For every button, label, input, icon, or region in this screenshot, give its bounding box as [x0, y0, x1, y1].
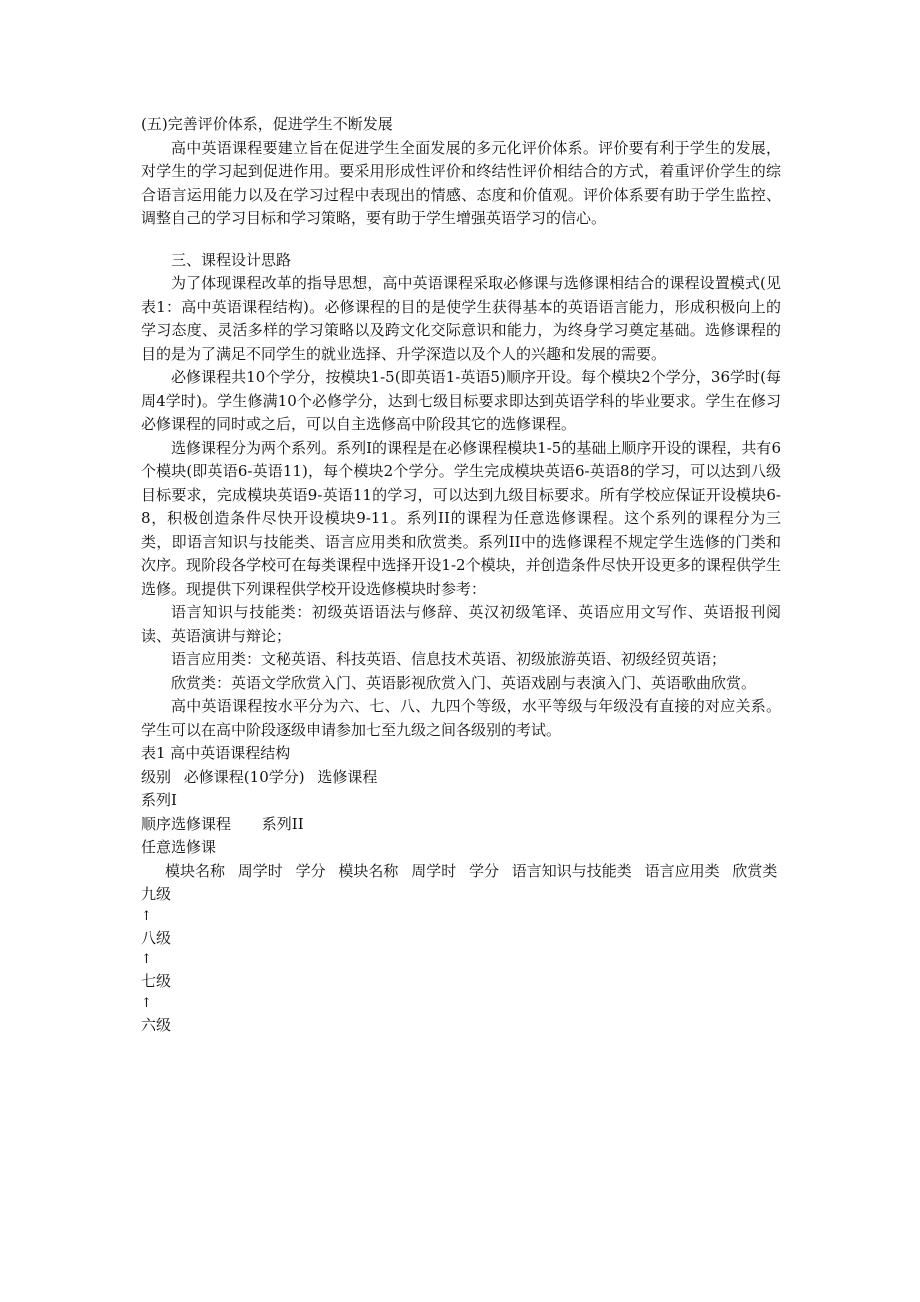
header-series-2: 系列II [261, 814, 304, 833]
level-six: 六级 [141, 1015, 172, 1034]
table-columns-row [141, 860, 781, 884]
column-appreciation: 欣赏类 [732, 861, 778, 880]
paragraph-levels: 高中英语课程按水平分为六、七、八、九四个等级，水平等级与年级没有直接的对应关系。学生可以在高中阶段逐级申请参加七至九级之间各级别的考试。 [141, 697, 781, 739]
column-module-name-2: 模块名称 [338, 861, 399, 880]
up-arrow-icon: ↑ [141, 995, 152, 1011]
paragraph-elective-courses: 选修课程分为两个系列。系列I的课程是在必修课程模块1-5的基础上顺序开设的课程，共有6个模块(即英语6-英语11)，每个模块2个学分。学生完成模块英语6-英语8的学习，可以达到八级目标要求，完成模块英语9-英语11的学习，可以达到九级目标要求。所有学校应保证开设模块6-8，积极创造条件尽快开设模块9-11。系列II的课程为任意选修课程。这个系列的课程分为三类，即语言知识与技能类、语言应用类和欣赏类。系列II中的选修课程不规定学生选修的门类和次序。现阶段各学校可在每类课程中选择开设1-2个模块，并创造条件尽快开设更多的课程供学生选修。现提供下列课程供学校开设选修模块时参考： [141, 438, 781, 598]
up-arrow-icon: ↑ [141, 952, 152, 967]
section-5-paragraph: 高中英语课程要建立旨在促进学生全面发展的多元化评价体系。评价要有利于学生的发展，对学生的学习起到促进作用。要采用形成性评价和终结性评价相结合的方式，着重评价学生的综合语言运用能力以及在学习过程中表现出的情感、态度和价值观。评价体系要有助于学生监控、调整自己的学习目标和学习策略，要有助于学生增强英语学习的信心。 [141, 138, 781, 227]
paragraph-course-model: 为了体现课程改革的指导思想，高中英语课程采取必修课与选修课相结合的课程设置模式(见表1：高中英语课程结构)。必修课程的目的是使学生获得基本的英语语言能力，形成积极向上的学习态度、灵活多样的学习策略以及跨文化交际意识和能力，为终身学习奠定基础。选修课程的目的是为了满足不同学生的就业选择、升学深造以及个人的兴趣和发展的需要。 [141, 274, 781, 363]
column-credits: 学分 [295, 861, 326, 880]
level-seven: 七级 [141, 972, 172, 990]
column-language-application: 语言应用类 [644, 861, 720, 880]
header-level: 级别 [141, 767, 172, 786]
column-weekly-hours-2: 周学时 [411, 861, 457, 880]
header-sequential-elective: 顺序选修课程 [141, 814, 232, 833]
paragraph-language-application: 语言应用类：文秘英语、科技英语、信息技术英语、初级旅游英语、初级经贸英语； [171, 650, 727, 668]
paragraph-required-courses: 必修课程共10个学分，按模块1-5(即英语1-英语5)顺序开设。每个模块2个学分，36学时(每周4学时)。学生修满10个必修学分，达到七级目标要求即达到英语学科的毕业要求。学生在修习必修课程的同时或之后，可以自主选修高中阶段其它的选修课程。 [141, 368, 781, 433]
document-page [141, 113, 781, 1037]
header-required: 必修课程(10学分) [183, 767, 305, 786]
column-language-skills: 语言知识与技能类 [511, 861, 632, 880]
header-elective: 选修课程 [317, 767, 378, 786]
table-series-1: 系列I [141, 791, 177, 809]
column-module-name: 模块名称 [165, 861, 226, 880]
table-header-row [141, 766, 781, 790]
level-eight: 八级 [141, 928, 172, 947]
paragraph-appreciation: 欣赏类：英语文学欣赏入门、英语影视欣赏入门、英语戏剧与表演入门、英语歌曲欣赏。 [171, 673, 757, 692]
table-free-elective: 任意选修课 [141, 838, 217, 856]
section-3-heading: 三、课程设计思路 [171, 250, 292, 269]
table-caption: 表1 高中英语课程结构 [141, 744, 291, 762]
up-arrow-icon: ↑ [141, 908, 152, 924]
table-series-row [141, 813, 781, 837]
column-credits-2: 学分 [468, 861, 499, 880]
level-nine: 九级 [141, 885, 172, 903]
column-weekly-hours: 周学时 [237, 861, 283, 880]
paragraph-language-skills: 语言知识与技能类：初级英语语法与修辞、英汉初级笔译、英语应用文写作、英语报刊阅读、英语演讲与辩论； [141, 603, 781, 645]
section-5-heading: (五)完善评价体系，促进学生不断发展 [141, 115, 393, 133]
